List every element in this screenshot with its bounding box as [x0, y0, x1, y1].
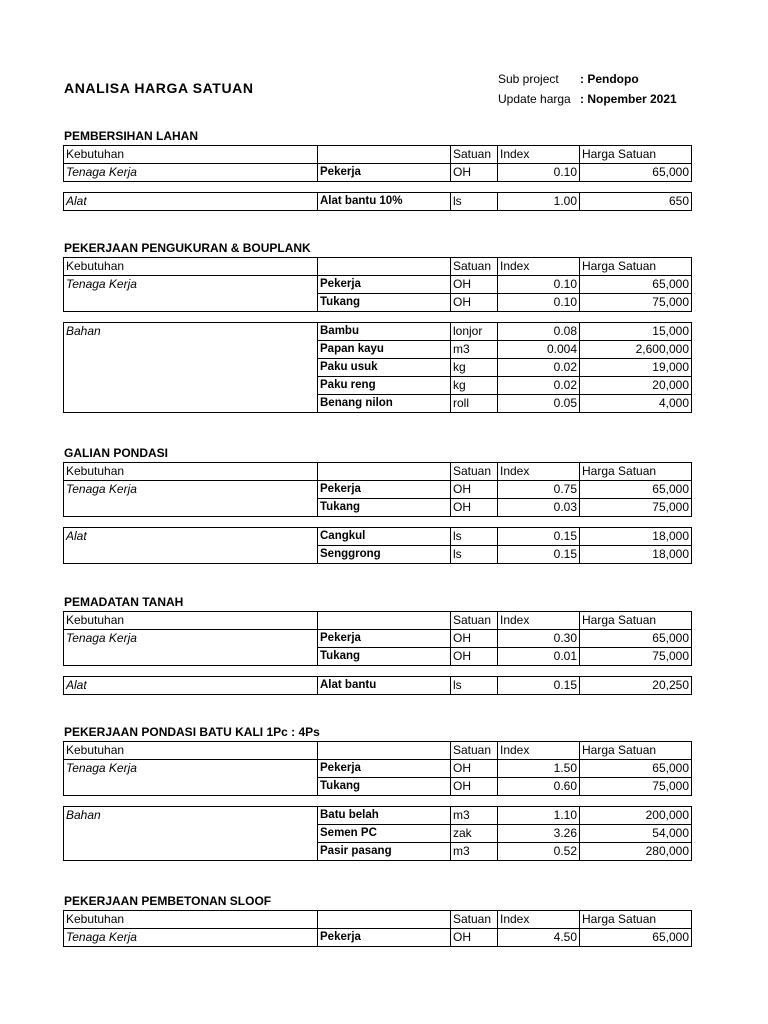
analysis-table: [63, 806, 692, 861]
item-satuan: lonjor: [451, 323, 498, 341]
header-harga-satuan: Harga Satuan: [580, 612, 692, 630]
table-row: [64, 677, 692, 695]
item-satuan: m3: [451, 843, 498, 861]
table-row: [64, 276, 692, 294]
item-harga-satuan: 19,000: [580, 359, 692, 377]
header-satuan: Satuan: [451, 258, 498, 276]
section-title: GALIAN PONDASI: [64, 446, 169, 460]
item-harga-satuan: 2,600,000: [580, 341, 692, 359]
header-row: [64, 463, 692, 481]
table-row: [64, 193, 692, 211]
table-row: [64, 164, 692, 182]
table-row: [64, 528, 692, 546]
item-satuan: ls: [451, 193, 498, 211]
header-satuan: Satuan: [451, 911, 498, 929]
item-harga-satuan: 15,000: [580, 323, 692, 341]
item-index: 0.10: [498, 276, 580, 294]
header-harga-satuan: Harga Satuan: [580, 258, 692, 276]
category-cell: Alat: [64, 677, 318, 695]
category-cell: Alat: [64, 193, 318, 211]
item-index: 0.75: [498, 481, 580, 499]
item-satuan: ls: [451, 546, 498, 564]
item-name: Pekerja: [318, 929, 451, 947]
item-harga-satuan: 18,000: [580, 546, 692, 564]
item-name: Tukang: [318, 778, 451, 796]
item-satuan: OH: [451, 164, 498, 182]
item-satuan: OH: [451, 648, 498, 666]
item-harga-satuan: 75,000: [580, 648, 692, 666]
item-name: Pekerja: [318, 760, 451, 778]
table-row: [64, 807, 692, 825]
item-satuan: OH: [451, 630, 498, 648]
item-satuan: OH: [451, 294, 498, 312]
header-index: Index: [498, 463, 580, 481]
item-index: 0.004: [498, 341, 580, 359]
section-title: PEMBERSIHAN LAHAN: [64, 129, 199, 143]
sub-project-line: [498, 72, 639, 86]
item-harga-satuan: 75,000: [580, 294, 692, 312]
item-index: 0.10: [498, 164, 580, 182]
header-blank: [318, 742, 451, 760]
item-name: Pekerja: [318, 276, 451, 294]
section: [63, 127, 691, 211]
item-harga-satuan: 75,000: [580, 778, 692, 796]
item-index: 0.60: [498, 778, 580, 796]
section: [63, 593, 691, 695]
item-index: 0.15: [498, 546, 580, 564]
category-cell: Tenaga Kerja: [64, 760, 318, 796]
item-satuan: roll: [451, 395, 498, 413]
item-satuan: m3: [451, 807, 498, 825]
item-index: 0.30: [498, 630, 580, 648]
item-satuan: OH: [451, 499, 498, 517]
header-blank: [318, 612, 451, 630]
item-name: Cangkul: [318, 528, 451, 546]
sub-project-label: Sub project: [498, 72, 559, 86]
analysis-table: [63, 910, 692, 947]
item-index: 1.00: [498, 193, 580, 211]
item-index: 0.15: [498, 677, 580, 695]
header-kebutuhan: Kebutuhan: [64, 146, 318, 164]
item-index: 0.01: [498, 648, 580, 666]
document-title: ANALISA HARGA SATUAN: [64, 80, 254, 96]
header-row: [64, 911, 692, 929]
item-harga-satuan: 65,000: [580, 760, 692, 778]
item-index: 1.10: [498, 807, 580, 825]
item-name: Pekerja: [318, 164, 451, 182]
item-satuan: OH: [451, 760, 498, 778]
item-index: 0.05: [498, 395, 580, 413]
item-satuan: OH: [451, 481, 498, 499]
item-name: Alat bantu: [318, 677, 451, 695]
update-harga-value: : Nopember 2021: [580, 92, 677, 106]
section: [63, 892, 691, 947]
item-harga-satuan: 65,000: [580, 630, 692, 648]
item-harga-satuan: 280,000: [580, 843, 692, 861]
header-row: [64, 612, 692, 630]
analysis-table: [63, 145, 692, 182]
header-satuan: Satuan: [451, 742, 498, 760]
group-gap: [63, 666, 691, 676]
header-satuan: Satuan: [451, 463, 498, 481]
header-satuan: Satuan: [451, 612, 498, 630]
header-kebutuhan: Kebutuhan: [64, 742, 318, 760]
item-satuan: kg: [451, 359, 498, 377]
item-harga-satuan: 650: [580, 193, 692, 211]
update-harga-label: Update harga: [498, 92, 571, 106]
item-name: Alat bantu 10%: [318, 193, 451, 211]
analysis-table: [63, 257, 692, 312]
item-name: Batu belah: [318, 807, 451, 825]
item-name: Tukang: [318, 499, 451, 517]
item-harga-satuan: 65,000: [580, 929, 692, 947]
item-name: Bambu: [318, 323, 451, 341]
table-row: [64, 481, 692, 499]
header-row: [64, 146, 692, 164]
item-index: 3.26: [498, 825, 580, 843]
analysis-table: [63, 527, 692, 564]
group-gap: [63, 796, 691, 806]
item-harga-satuan: 200,000: [580, 807, 692, 825]
header-kebutuhan: Kebutuhan: [64, 911, 318, 929]
table-row: [64, 929, 692, 947]
header-harga-satuan: Harga Satuan: [580, 146, 692, 164]
item-index: 1.50: [498, 760, 580, 778]
section: [63, 239, 691, 413]
analysis-table: [63, 322, 692, 413]
item-name: Paku usuk: [318, 359, 451, 377]
header-index: Index: [498, 258, 580, 276]
category-cell: Alat: [64, 528, 318, 564]
section-title: PEMADATAN TANAH: [64, 595, 184, 609]
analysis-table: [63, 192, 692, 211]
header-index: Index: [498, 612, 580, 630]
header-index: Index: [498, 146, 580, 164]
category-cell: Bahan: [64, 323, 318, 413]
item-harga-satuan: 65,000: [580, 481, 692, 499]
item-name: Tukang: [318, 648, 451, 666]
analysis-table: [63, 462, 692, 517]
item-name: Paku reng: [318, 377, 451, 395]
item-satuan: ls: [451, 677, 498, 695]
category-cell: Tenaga Kerja: [64, 164, 318, 182]
analysis-table: [63, 676, 692, 695]
table-row: [64, 760, 692, 778]
header-index: Index: [498, 742, 580, 760]
section: [63, 723, 691, 861]
group-gap: [63, 517, 691, 527]
header-row: [64, 258, 692, 276]
item-index: 0.02: [498, 359, 580, 377]
analysis-table: [63, 611, 692, 666]
item-harga-satuan: 18,000: [580, 528, 692, 546]
header-satuan: Satuan: [451, 146, 498, 164]
table-row: [64, 323, 692, 341]
category-cell: Tenaga Kerja: [64, 276, 318, 312]
item-name: Benang nilon: [318, 395, 451, 413]
item-harga-satuan: 54,000: [580, 825, 692, 843]
header-row: [64, 742, 692, 760]
item-harga-satuan: 20,000: [580, 377, 692, 395]
header-harga-satuan: Harga Satuan: [580, 911, 692, 929]
group-gap: [63, 312, 691, 322]
item-index: 0.02: [498, 377, 580, 395]
header-blank: [318, 258, 451, 276]
item-satuan: m3: [451, 341, 498, 359]
section-title: PEKERJAAN PENGUKURAN & BOUPLANK: [64, 241, 311, 255]
header-kebutuhan: Kebutuhan: [64, 612, 318, 630]
item-index: 0.15: [498, 528, 580, 546]
header-harga-satuan: Harga Satuan: [580, 463, 692, 481]
item-name: Senggrong: [318, 546, 451, 564]
item-harga-satuan: 75,000: [580, 499, 692, 517]
item-name: Pekerja: [318, 630, 451, 648]
header-index: Index: [498, 911, 580, 929]
header-kebutuhan: Kebutuhan: [64, 463, 318, 481]
category-cell: Tenaga Kerja: [64, 481, 318, 517]
item-index: 0.03: [498, 499, 580, 517]
item-satuan: OH: [451, 929, 498, 947]
group-gap: [63, 182, 691, 192]
item-satuan: zak: [451, 825, 498, 843]
item-satuan: OH: [451, 276, 498, 294]
item-index: 0.52: [498, 843, 580, 861]
analysis-table: [63, 741, 692, 796]
section-title: PEKERJAAN PONDASI BATU KALI 1Pc : 4Ps: [64, 725, 320, 739]
header-blank: [318, 146, 451, 164]
table-row: [64, 630, 692, 648]
item-harga-satuan: 65,000: [580, 164, 692, 182]
update-harga-line: [498, 92, 677, 106]
header-blank: [318, 463, 451, 481]
category-cell: Tenaga Kerja: [64, 929, 318, 947]
category-cell: Tenaga Kerja: [64, 630, 318, 666]
sub-project-value: : Pendopo: [580, 72, 639, 86]
header-blank: [318, 911, 451, 929]
header-harga-satuan: Harga Satuan: [580, 742, 692, 760]
item-name: Pasir pasang: [318, 843, 451, 861]
category-cell: Bahan: [64, 807, 318, 861]
item-harga-satuan: 65,000: [580, 276, 692, 294]
item-harga-satuan: 4,000: [580, 395, 692, 413]
item-index: 4.50: [498, 929, 580, 947]
item-satuan: OH: [451, 778, 498, 796]
item-name: Pekerja: [318, 481, 451, 499]
item-satuan: kg: [451, 377, 498, 395]
item-harga-satuan: 20,250: [580, 677, 692, 695]
item-index: 0.08: [498, 323, 580, 341]
header-kebutuhan: Kebutuhan: [64, 258, 318, 276]
item-satuan: ls: [451, 528, 498, 546]
item-name: Papan kayu: [318, 341, 451, 359]
item-index: 0.10: [498, 294, 580, 312]
section-title: PEKERJAAN PEMBETONAN SLOOF: [64, 894, 272, 908]
section: [63, 444, 691, 564]
item-name: Tukang: [318, 294, 451, 312]
item-name: Semen PC: [318, 825, 451, 843]
